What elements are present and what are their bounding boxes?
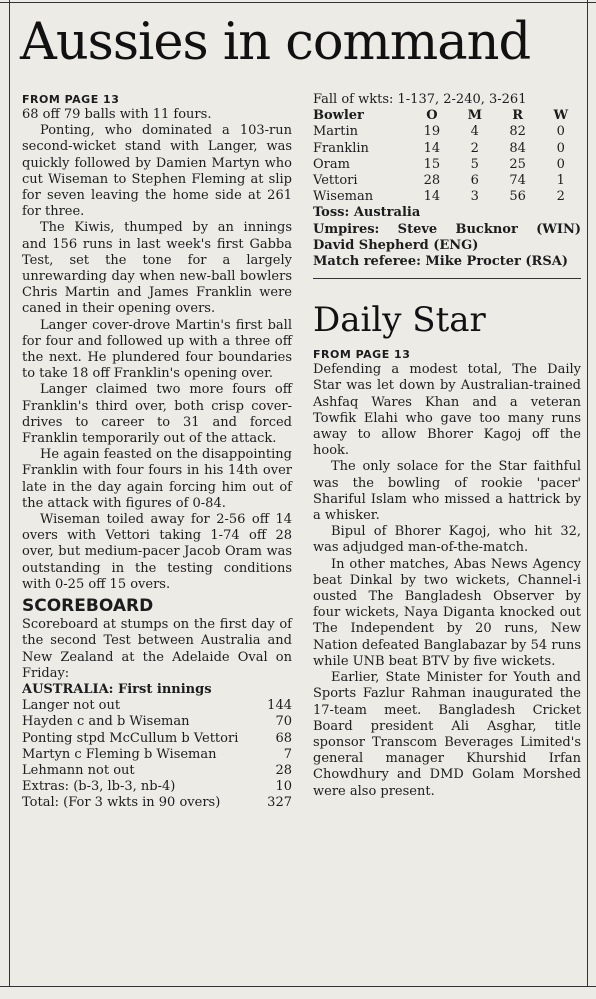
- column-header: W: [553, 108, 569, 124]
- runs-cell: 70: [275, 714, 292, 730]
- batsman-cell: Langer not out: [22, 698, 121, 714]
- table-row: [22, 747, 292, 763]
- table-row: [22, 698, 292, 714]
- section-divider: [313, 278, 581, 279]
- paragraph: The only solace for the Star faithful was the bowling of rookie 'pacer' Shariful Islam who missed a hattrick by a whisker.: [313, 459, 581, 524]
- column-header: M: [467, 108, 482, 124]
- innings-label: AUSTRALIA: First innings: [22, 681, 212, 697]
- bowler-cell: Oram: [313, 156, 350, 172]
- overs-cell: 14: [423, 140, 441, 156]
- runs-cell: 28: [275, 762, 292, 778]
- batsman-cell: Martyn c Fleming b Wiseman: [22, 746, 217, 762]
- umpires: Umpires: Steve Bucknor (WIN) David Shepherd (ENG): [313, 221, 581, 253]
- scoreboard-intro: Scoreboard at stumps on the first day of the second Test between Australia and New Zealand at the Adelaide Oval on Friday:: [22, 617, 292, 681]
- overs-cell: 19: [423, 124, 441, 140]
- bowler-cell: Wiseman: [313, 189, 374, 205]
- paragraph: Ponting, who dominated a 103-run second-wicket stand with Langer, was quickly followed by Damien Martyn who cut Wiseman to Stephen Fleming at slip for seven leaving the home side at 261 for three.: [22, 123, 292, 220]
- overs-cell: 28: [423, 173, 441, 189]
- runs-cell: 327: [267, 795, 292, 811]
- toss: Toss: Australia: [313, 205, 421, 221]
- bottom-rule: [0, 986, 596, 987]
- runs-cell: 68: [275, 730, 292, 746]
- wickets-cell: 0: [556, 124, 565, 140]
- table-header-row: [313, 108, 581, 124]
- top-rule: [0, 2, 596, 3]
- batting-table: [22, 698, 292, 811]
- runs-cell: 84: [509, 140, 526, 156]
- paragraph: In other matches, Abas News Agency beat Dinkal by two wickets, Channel-i ousted The Bangladesh Observer by four wickets, Naya Diganta knocked out The Independent by 20 runs, New Nation defeated Banglabazar by 54 runs while UNB beat BTV by five wickets.: [313, 556, 581, 669]
- headline: Aussies in command: [20, 13, 531, 72]
- bowler-cell: Vettori: [313, 173, 358, 189]
- table-row: [22, 714, 292, 730]
- column-header: Bowler: [313, 108, 364, 124]
- paragraph: The Kiwis, thumped by an innings and 156 runs in last week's first Gabba Test, set the tone for a largely unrewarding day when new-ball bowlers Chris Martin and James Franklin were caned in their opening overs.: [22, 220, 292, 317]
- right-rule: [587, 0, 588, 986]
- table-row: [22, 731, 292, 747]
- maidens-cell: 3: [470, 189, 479, 205]
- left-column: [22, 92, 292, 812]
- maidens-cell: 4: [470, 124, 479, 140]
- paragraph: Earlier, State Minister for Youth and Sports Fazlur Rahman inaugurated the 17-team meet. Bangladesh Cricket Board president Ali Asghar, title sponsor Transcom Beverages Limited's general manager Khurshid Irfan Chowdhury and DMD Golam Morshed were also present.: [313, 670, 581, 799]
- column-header: R: [512, 108, 523, 124]
- runs-cell: 56: [509, 189, 526, 205]
- bowler-cell: Franklin: [313, 140, 369, 156]
- wickets-cell: 1: [556, 173, 565, 189]
- wickets-cell: 0: [556, 156, 565, 172]
- maidens-cell: 6: [470, 173, 479, 189]
- right-column: [313, 92, 581, 800]
- kicker: FROM PAGE 13: [313, 348, 411, 362]
- wickets-cell: 2: [556, 189, 565, 205]
- batsman-cell: Total: (For 3 wkts in 90 overs): [22, 795, 221, 811]
- table-row: [313, 173, 581, 189]
- left-rule: [9, 0, 10, 986]
- overs-cell: 15: [423, 156, 441, 172]
- story-headline: Daily Star: [313, 300, 486, 341]
- runs-cell: 10: [275, 779, 292, 795]
- match-referee: Match referee: Mike Procter (RSA): [313, 254, 568, 270]
- bowler-cell: Martin: [313, 124, 359, 140]
- table-row: [313, 189, 581, 205]
- maidens-cell: 5: [470, 156, 479, 172]
- table-row: [22, 779, 292, 795]
- paragraph: Wiseman toiled away for 2-56 off 14 overs with Vettori taking 1-74 off 28 over, but medium-pacer Jacob Oram was outstanding in the testing conditions with 0-25 off 15 overs.: [22, 512, 292, 592]
- overs-cell: 14: [423, 189, 441, 205]
- bowling-table: [313, 108, 581, 205]
- table-row: [22, 763, 292, 779]
- batsman-cell: Ponting stpd McCullum b Vettori: [22, 730, 239, 746]
- paragraph: 68 off 79 balls with 11 fours.: [22, 107, 212, 122]
- paragraph: Langer cover-drove Martin's first ball for four and followed up with a three off the next. He plundered four boundaries to take 18 off Franklin's opening over.: [22, 317, 292, 382]
- runs-cell: 74: [509, 173, 526, 189]
- kicker: FROM PAGE 13: [22, 93, 120, 106]
- paragraph: Defending a modest total, The Daily Star was let down by Australian-trained Ashfaq Wares Khan and a veteran Towfik Elahi who gave too many runs away to allow Bhorer Kagoj off the hook.: [313, 362, 581, 459]
- paragraph: Bipul of Bhorer Kagoj, who hit 32, was adjudged man-of-the-match.: [313, 524, 581, 556]
- table-row: [313, 124, 581, 140]
- runs-cell: 7: [283, 746, 292, 762]
- batsman-cell: Lehmann not out: [22, 762, 135, 778]
- maidens-cell: 2: [470, 140, 479, 156]
- runs-cell: 25: [509, 156, 526, 172]
- scoreboard-title: SCOREBOARD: [22, 596, 154, 617]
- paragraph: He again feasted on the disappointing Franklin with four fours in his 14th over late in the day again forcing him out of the attack with figures of 0-84.: [22, 447, 292, 511]
- table-row: [313, 157, 581, 173]
- wickets-cell: 0: [556, 140, 565, 156]
- runs-cell: 82: [509, 124, 526, 140]
- batsman-cell: Extras: (b-3, lb-3, nb-4): [22, 779, 176, 795]
- runs-cell: 144: [267, 698, 292, 714]
- table-row: [313, 141, 581, 157]
- table-row: [22, 795, 292, 811]
- column-header: O: [426, 108, 438, 124]
- paragraph: Langer claimed two more fours off Franklin's third over, both crisp cover-drives to career to 31 and forced Franklin temporarily out of the attack.: [22, 382, 292, 447]
- batsman-cell: Hayden c and b Wiseman: [22, 714, 190, 730]
- fall-of-wickets: Fall of wkts: 1-137, 2-240, 3-261: [313, 92, 527, 107]
